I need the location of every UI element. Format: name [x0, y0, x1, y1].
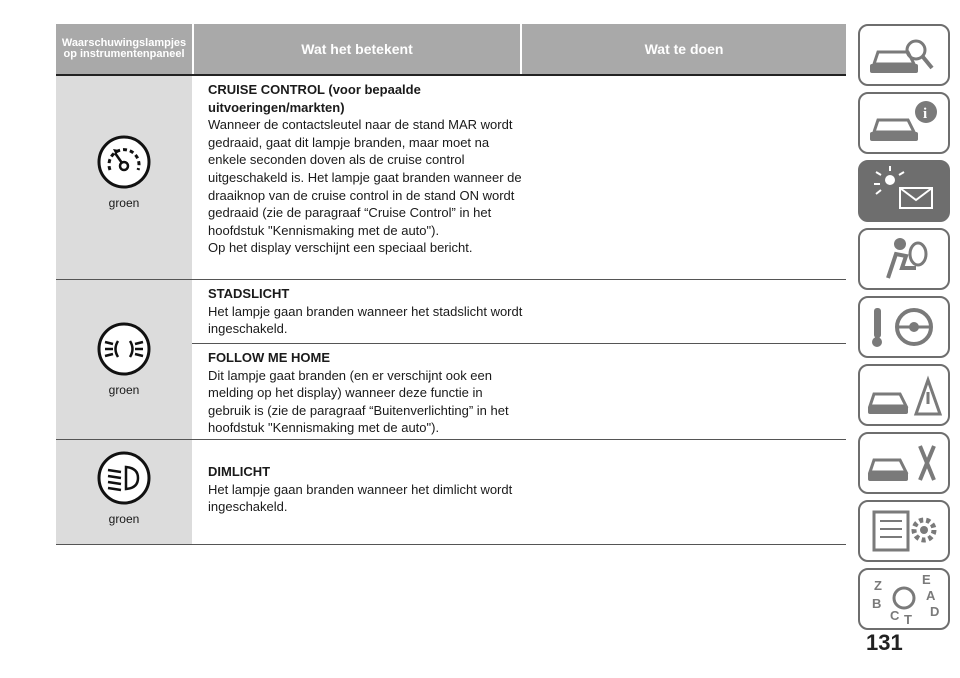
- side-lights-description: [208, 285, 526, 338]
- tab-car-search[interactable]: [858, 24, 950, 86]
- cruise-control-lamp: [56, 134, 192, 210]
- alphabet-index-icon: [860, 570, 948, 628]
- side-lights-icon: [96, 321, 152, 377]
- cruise-control-description: [208, 81, 526, 257]
- entry-text: Het lampje gaan branden wanneer het stadslicht wordt ingeschakeld.: [208, 303, 523, 337]
- tab-car-tools[interactable]: [858, 432, 950, 494]
- cruise-control-icon: [96, 134, 152, 190]
- svg-text:A: A: [926, 588, 936, 603]
- tab-car-info[interactable]: [858, 92, 950, 154]
- follow-me-home-description: [208, 349, 526, 437]
- tab-key-steering-wheel[interactable]: [858, 296, 950, 358]
- header-col-meaning-label: Wat het betekent: [301, 41, 413, 57]
- entry-title: DIMLICHT: [208, 464, 271, 479]
- svg-text:T: T: [904, 612, 912, 627]
- header-col-lamps: [56, 24, 192, 74]
- entry-text-2: Op het display verschijnt een speciaal bericht.: [208, 240, 473, 256]
- car-info-icon: [860, 94, 948, 152]
- entry-title: FOLLOW ME HOME: [208, 350, 331, 365]
- sub-row-divider: [192, 343, 846, 344]
- car-tools-icon: [860, 434, 948, 492]
- airbag-seat-icon: [860, 230, 948, 288]
- entry-title: CRUISE CONTROL (voor bepaalde uitvoeringen/markten): [208, 82, 421, 115]
- car-search-icon: [860, 26, 948, 84]
- entry-text: Wanneer de contactsleutel naar de stand MAR wordt gedraaid, gaat dit lampje branden, maar moet na enkele seconden doven als de cruise control uitgeschakeld is. Het lampje gaat branden wanneer de draaiknop van de cruise control in de stand ON wordt gedraaid (zie de paragraaf “Cruise Control” in het hoofdstuk "Kennismaking met de auto").: [208, 117, 522, 238]
- lamp-color-label: groen: [108, 512, 140, 526]
- svg-text:Z: Z: [874, 578, 882, 593]
- entry-title: STADSLICHT: [208, 286, 290, 301]
- lamp-color-label: groen: [108, 196, 140, 210]
- tab-alphabet-index[interactable]: [858, 568, 950, 630]
- dipped-beam-description: [208, 463, 526, 516]
- lamp-color-label: groen: [108, 383, 140, 397]
- warning-lights-icon: [860, 162, 948, 220]
- header-col-action-label: Wat te doen: [644, 41, 724, 57]
- header-col-lamps-label: Waarschuwingslampjes op instrumentenpaneel: [61, 37, 187, 60]
- svg-text:i: i: [923, 106, 928, 122]
- technical-data-icon: [860, 502, 948, 560]
- svg-text:D: D: [930, 604, 940, 619]
- tab-warning-lights[interactable]: [858, 160, 950, 222]
- tab-car-accident[interactable]: [858, 364, 950, 426]
- side-lights-lamp: [56, 321, 192, 397]
- tab-airbag-seat[interactable]: [858, 228, 950, 290]
- tab-technical-data[interactable]: [858, 500, 950, 562]
- dipped-beam-icon: [96, 450, 152, 506]
- header-col-action: [522, 24, 846, 74]
- key-steering-wheel-icon: [860, 298, 948, 356]
- row-divider: [56, 544, 846, 545]
- entry-text: Het lampje gaan branden wanneer het dimlicht wordt ingeschakeld.: [208, 481, 513, 515]
- car-accident-icon: [860, 366, 948, 424]
- svg-text:B: B: [872, 596, 882, 611]
- page-number: 131: [866, 630, 903, 655]
- svg-text:C: C: [890, 608, 900, 623]
- header-col-meaning: [194, 24, 520, 74]
- entry-text: Dit lampje gaat branden (en er verschijnt ook een melding op het display) wanneer deze functie in gebruik is (zie de paragraaf “Buitenverlichting” in het hoofdstuk "Kennismaking met de auto").: [208, 367, 509, 436]
- svg-text:E: E: [922, 572, 931, 587]
- dipped-beam-lamp: [56, 450, 192, 526]
